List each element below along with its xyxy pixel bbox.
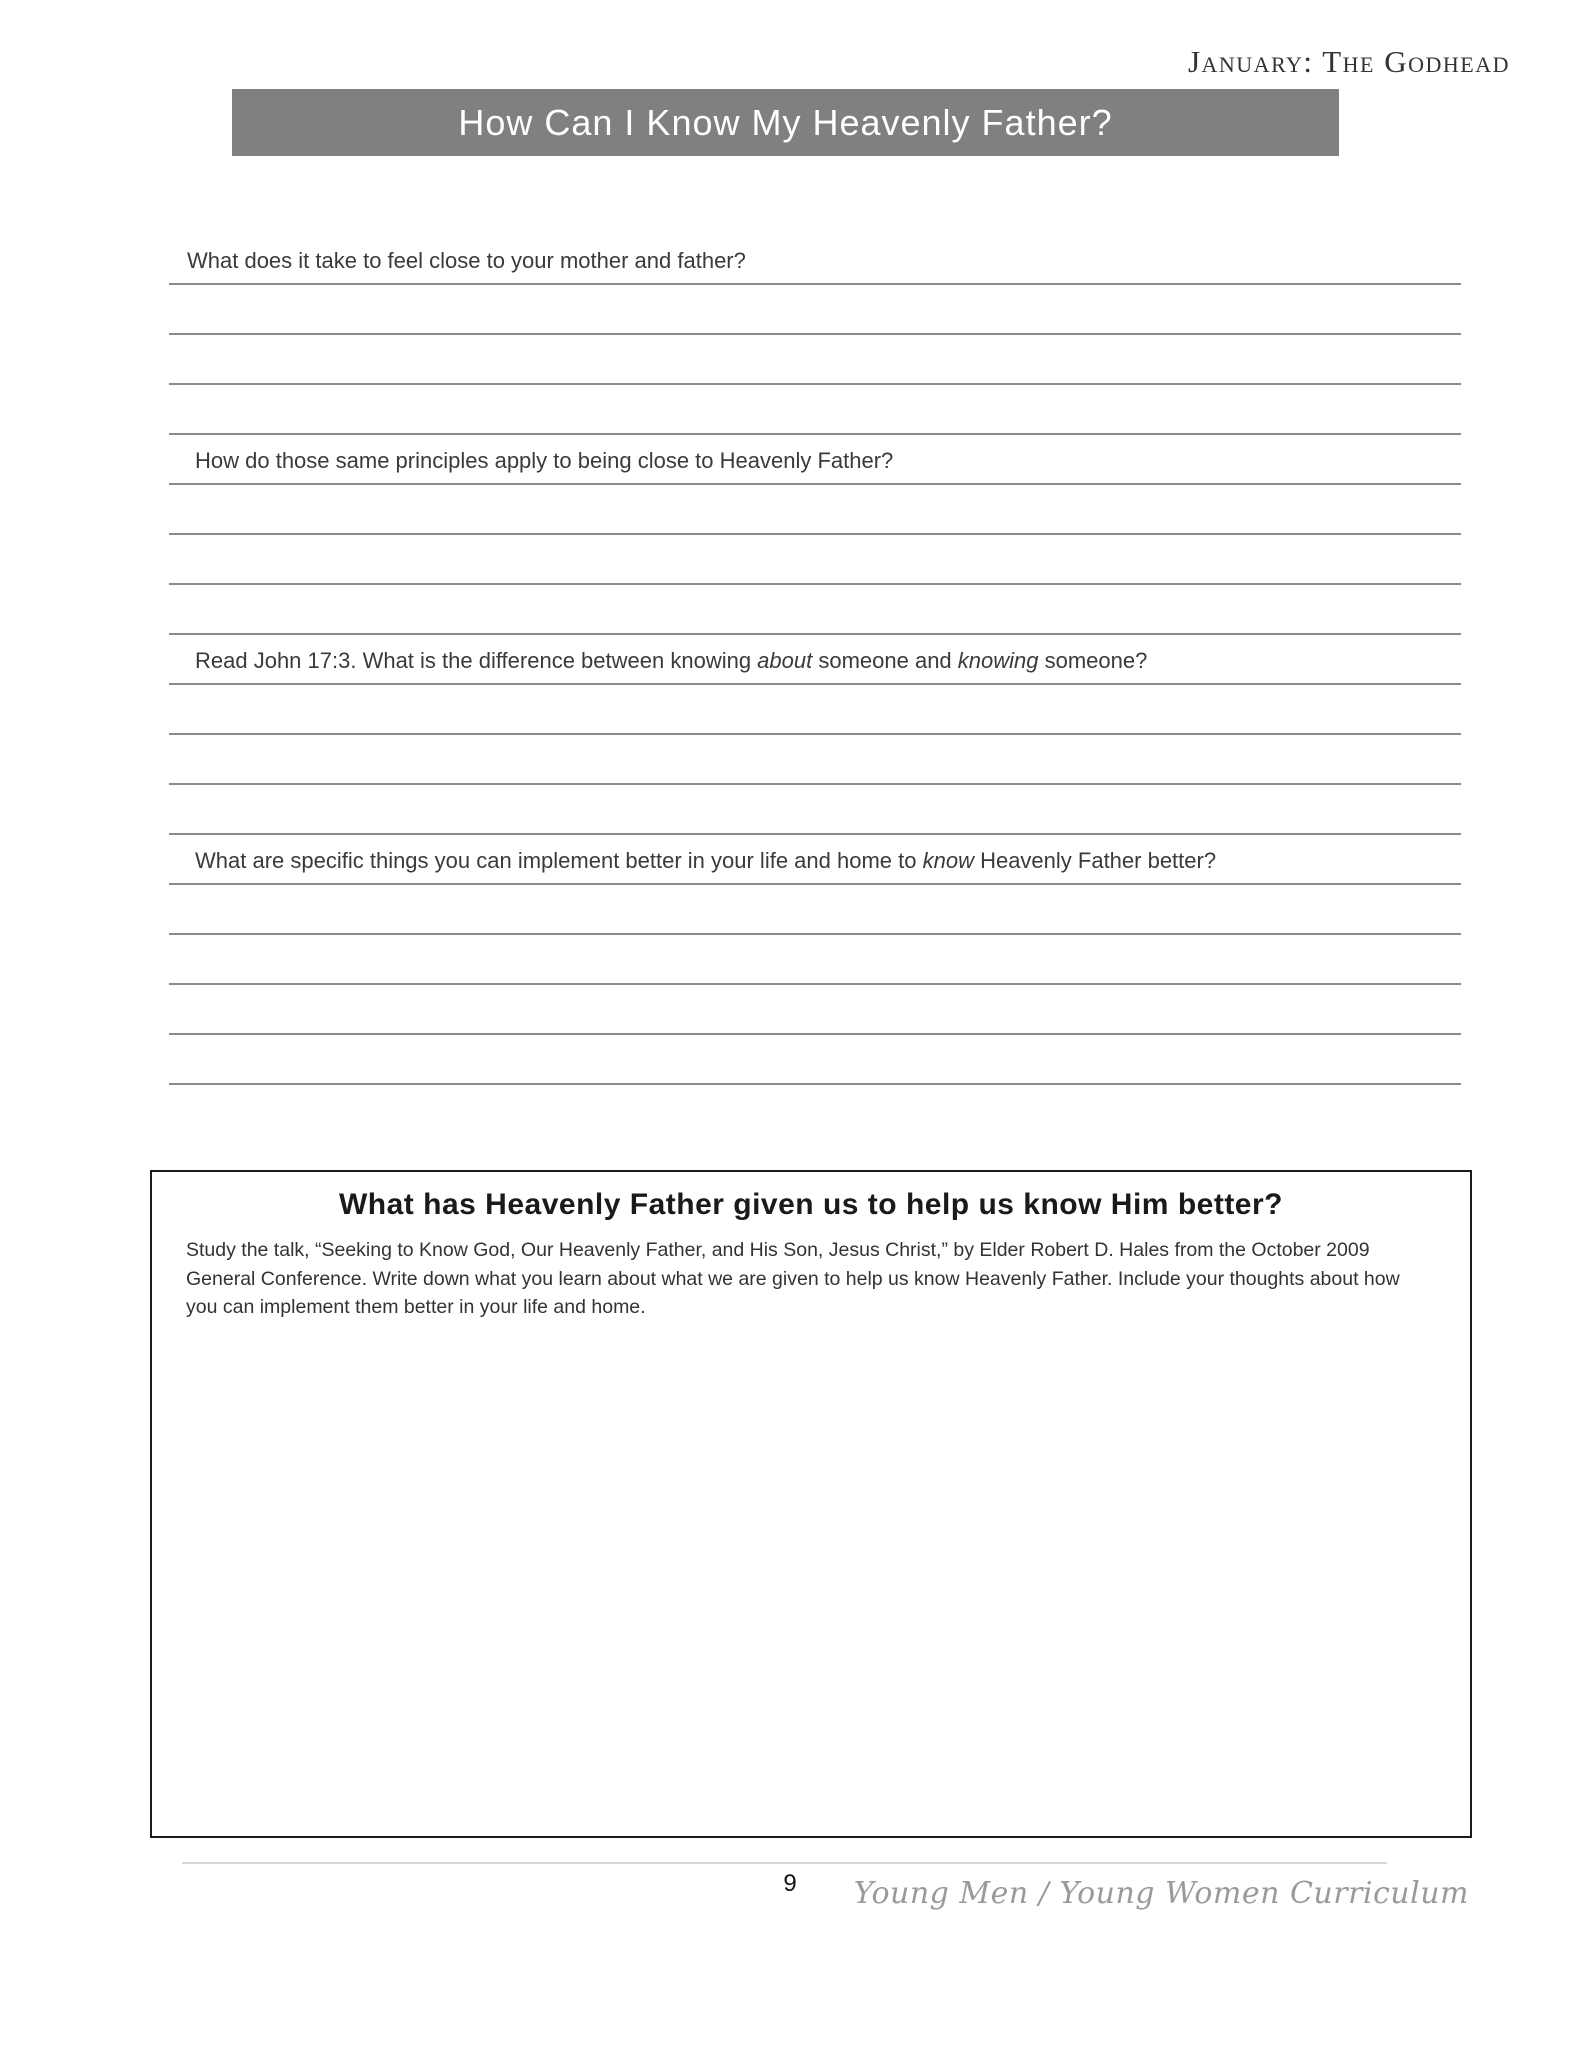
question-4-text: What are specific things you can implement better in your life and home to know Heavenly Father better? [195, 848, 1217, 873]
question-line-4 [169, 835, 1461, 885]
question-section-4 [169, 835, 1461, 1085]
answer-line[interactable] [169, 335, 1461, 385]
emphasis-knowing: knowing [957, 648, 1039, 673]
question-worksheet [169, 235, 1461, 1085]
answer-line[interactable] [169, 535, 1461, 585]
running-header: January: The Godhead [1187, 44, 1510, 79]
answer-line[interactable] [169, 1035, 1461, 1085]
question-section-1 [169, 235, 1461, 435]
answer-line[interactable] [169, 685, 1461, 735]
answer-line[interactable] [169, 985, 1461, 1035]
question-3-text: Read John 17:3. What is the difference between knowing about someone and knowing someone? [195, 648, 1148, 673]
question-line-2 [169, 435, 1461, 485]
footer-brand: Young Men / Young Women Curriculum [853, 1876, 1469, 1911]
question-section-3 [169, 635, 1461, 835]
answer-line[interactable] [169, 385, 1461, 435]
answer-line[interactable] [169, 485, 1461, 535]
question-section-2 [169, 435, 1461, 635]
page-title: How Can I Know My Heavenly Father? [458, 101, 1113, 143]
answer-line[interactable] [169, 785, 1461, 835]
question-2-text: How do those same principles apply to being close to Heavenly Father? [195, 448, 894, 473]
emphasis-know: know [922, 848, 974, 873]
study-box-heading: What has Heavenly Father given us to help us know Him better? [338, 1188, 1283, 1221]
question-1-text: What does it take to feel close to your mother and father? [187, 248, 746, 273]
study-box-instructions: Study the talk, “Seeking to Know God, Our Heavenly Father, and His Son, Jesus Christ,” by Elder Robert D. Hales from the October 2009 General Conference. Write down what you learn about what we are given to help us know Heavenly Father. Include your thoughts about how you can implement them better in your life and home. [186, 1239, 1400, 1318]
answer-line[interactable] [169, 585, 1461, 635]
answer-line[interactable] [169, 735, 1461, 785]
study-response-box[interactable] [150, 1170, 1472, 1838]
emphasis-about: about [757, 648, 813, 673]
answer-line[interactable] [169, 285, 1461, 335]
page-number: 9 [783, 1870, 797, 1897]
question-line-3 [169, 635, 1461, 685]
question-line-1 [169, 235, 1461, 285]
title-banner [232, 89, 1339, 156]
answer-line[interactable] [169, 885, 1461, 935]
answer-line[interactable] [169, 935, 1461, 985]
footer-divider [182, 1862, 1387, 1864]
